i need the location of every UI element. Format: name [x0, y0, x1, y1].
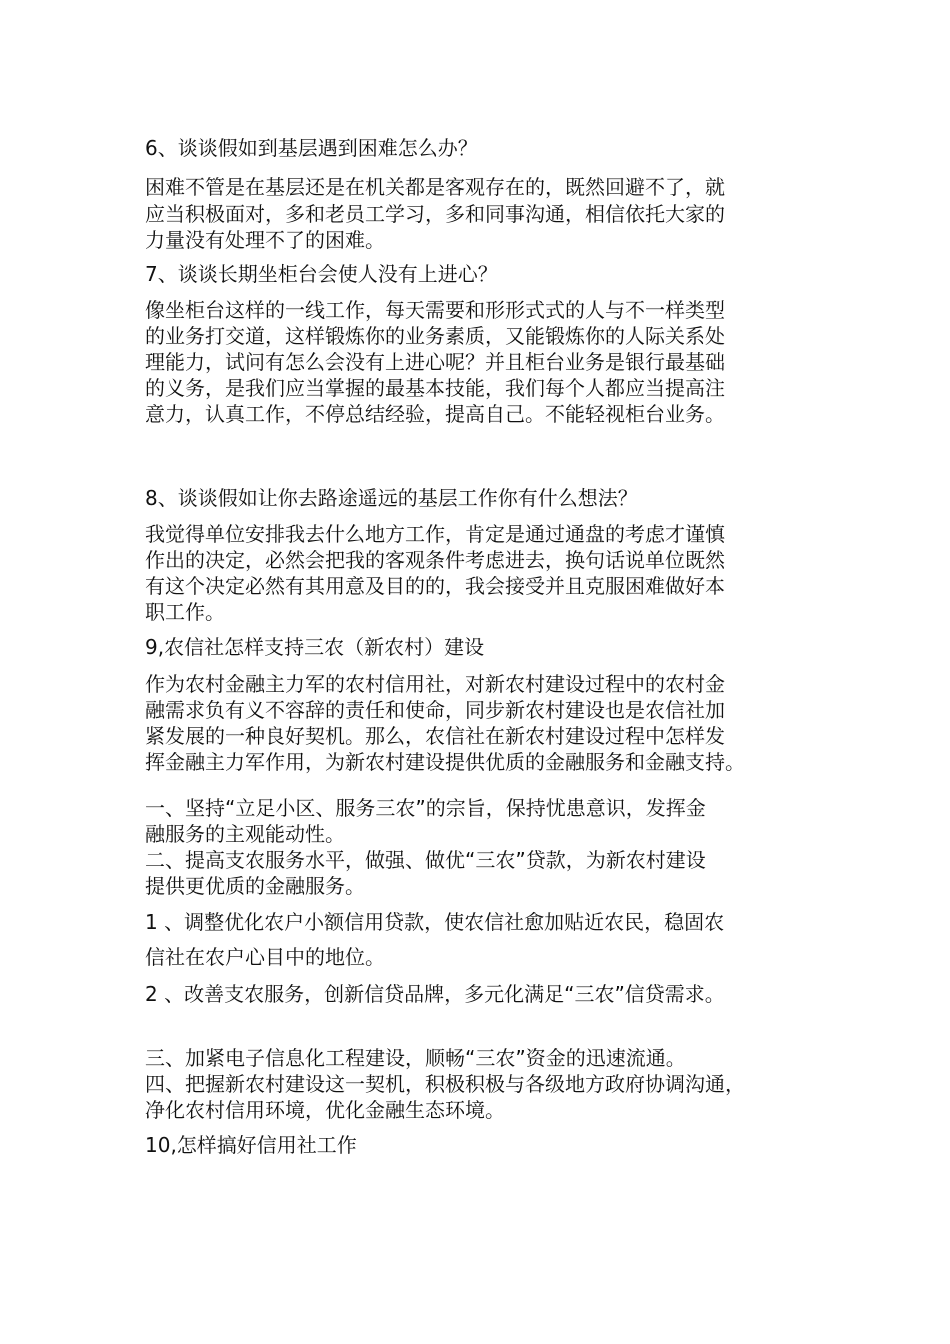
question-9-answer-line-1: 作为农村金融主力军的农村信用社，对新农村建设过程中的农村金 — [145, 672, 725, 696]
question-9-answer-line-3: 紧发展的一种良好契机。那么，农信社在新农村建设过程中怎样发 — [145, 724, 725, 748]
question-9-point-3: 三、加紧电子信息化工程建设，顺畅“三农”资金的迅速流通。 — [145, 1046, 686, 1070]
question-7-answer-line-3: 理能力，试问有怎么会没有上进心呢？并且柜台业务是银行最基础 — [145, 350, 725, 374]
question-9-sub-1-line-1: 1 、调整优化农户小额信用贷款，使农信社愈加贴近农民，稳固农 — [145, 910, 725, 934]
question-7-answer-line-4: 的义务，是我们应当掌握的最基本技能，我们每个人都应当提高注 — [145, 376, 725, 400]
question-10-title: 10,怎样搞好信用社工作 — [145, 1133, 357, 1157]
question-8-answer-line-3: 有这个决定必然有其用意及目的的，我会接受并且克服困难做好本 — [145, 574, 725, 598]
question-9-point-4-line-1: 四、把握新农村建设这一契机，积极积极与各级地方政府协调沟通， — [145, 1072, 745, 1096]
question-9-sub-2: 2 、改善支农服务，创新信贷品牌，多元化满足“三农”信贷需求。 — [145, 982, 725, 1006]
question-9-point-4-line-2: 净化农村信用环境，优化金融生态环境。 — [145, 1098, 505, 1122]
question-7-answer-line-5: 意力，认真工作，不停总结经验，提高自己。不能轻视柜台业务。 — [145, 402, 725, 426]
question-9-point-1-line-2: 融服务的主观能动性。 — [145, 822, 345, 846]
question-7-title: 7、谈谈长期坐柜台会使人没有上进心？ — [145, 262, 498, 286]
question-8-answer-line-1: 我觉得单位安排我去什么地方工作，肯定是通过通盘的考虑才谨慎 — [145, 522, 725, 546]
question-9-title: 9,农信社怎样支持三农（新农村）建设 — [145, 635, 485, 659]
question-9-point-1-line-1: 一、坚持“立足小区、服务三农”的宗旨，保持忧患意识，发挥金 — [145, 796, 706, 820]
question-6-answer-line-3: 力量没有处理不了的困难。 — [145, 228, 385, 252]
question-9-point-2-line-1: 二、提高支农服务水平，做强、做优“三农”贷款，为新农村建设 — [145, 848, 706, 872]
question-9-sub-1-line-2: 信社在农户心目中的地位。 — [145, 945, 385, 969]
question-7-answer-line-2: 的业务打交道，这样锻炼你的业务素质，又能锻炼你的人际关系处 — [145, 324, 725, 348]
question-8-title: 8、谈谈假如让你去路途遥远的基层工作你有什么想法？ — [145, 486, 638, 510]
question-8-answer-line-4: 职工作。 — [145, 600, 225, 624]
question-8-answer-line-2: 作出的决定，必然会把我的客观条件考虑进去，换句话说单位既然 — [145, 548, 725, 572]
question-6-answer-line-1: 困难不管是在基层还是在机关都是客观存在的，既然回避不了，就 — [145, 175, 725, 199]
question-9-answer-line-4: 挥金融主力军作用，为新农村建设提供优质的金融服务和金融支持。 — [145, 750, 745, 774]
question-9-point-2-line-2: 提供更优质的金融服务。 — [145, 874, 365, 898]
question-9-answer-line-2: 融需求负有义不容辞的责任和使命，同步新农村建设也是农信社加 — [145, 698, 725, 722]
question-6-answer-line-2: 应当积极面对，多和老员工学习，多和同事沟通，相信依托大家的 — [145, 202, 725, 226]
question-7-answer-line-1: 像坐柜台这样的一线工作，每天需要和形形式式的人与不一样类型 — [145, 298, 725, 322]
question-6-title: 6、谈谈假如到基层遇到困难怎么办？ — [145, 136, 478, 160]
